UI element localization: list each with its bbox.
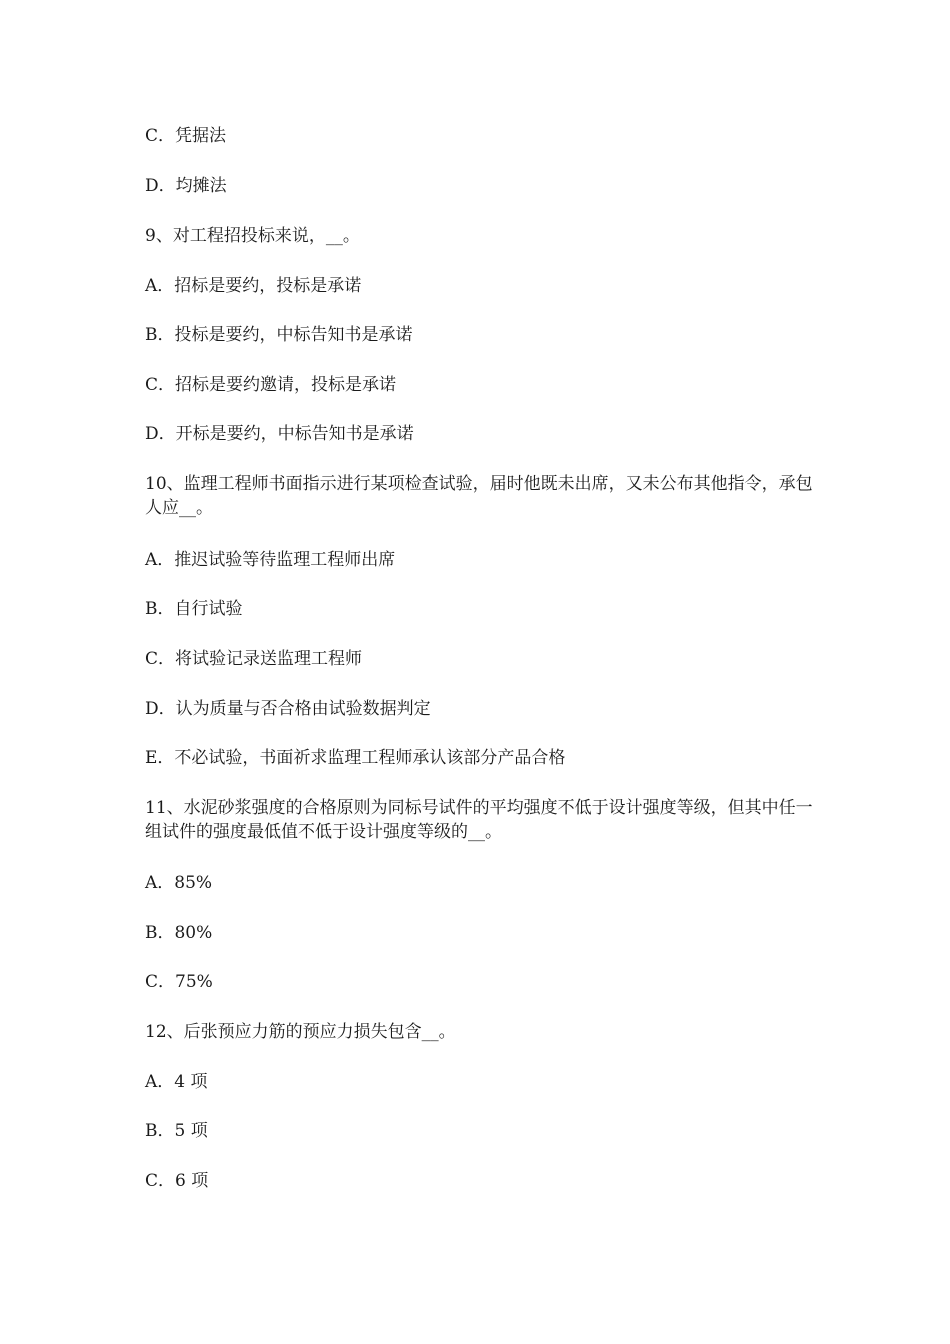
option-8d: D．均摊法 [145, 176, 227, 196]
option-11c: C．75% [145, 972, 213, 992]
option-12b: B．5 项 [145, 1121, 208, 1141]
option-12a: A．4 项 [145, 1072, 208, 1092]
option-8c: C．凭据法 [145, 126, 227, 146]
option-11b: B．80% [145, 923, 213, 943]
question-11: 11、水泥砂浆强度的合格原则为同标号试件的平均强度不低于设计强度等级，但其中任一组试件的强度最低值不低于设计强度等级的__。 [145, 798, 813, 842]
option-9c: C．招标是要约邀请，投标是承诺 [145, 375, 397, 395]
option-10a: A．推迟试验等待监理工程师出席 [145, 550, 396, 570]
question-12: 12、后张预应力筋的预应力损失包含__。 [145, 1022, 456, 1042]
option-10b: B．自行试验 [145, 599, 243, 619]
option-10e: E．不必试验，书面祈求监理工程师承认该部分产品合格 [145, 748, 566, 768]
option-10d: D．认为质量与否合格由试验数据判定 [145, 699, 431, 719]
option-10c: C．将试验记录送监理工程师 [145, 649, 363, 669]
option-11a: A．85% [145, 873, 213, 893]
option-12c: C．6 项 [145, 1171, 209, 1191]
option-9d: D．开标是要约，中标告知书是承诺 [145, 424, 414, 444]
question-9: 9、对工程招投标来说，__。 [145, 226, 360, 246]
question-10: 10、监理工程师书面指示进行某项检查试验，届时他既未出席，又未公布其他指令，承包人应__。 [145, 474, 813, 518]
option-9a: A．招标是要约，投标是承诺 [145, 276, 362, 296]
option-9b: B．投标是要约，中标告知书是承诺 [145, 325, 413, 345]
